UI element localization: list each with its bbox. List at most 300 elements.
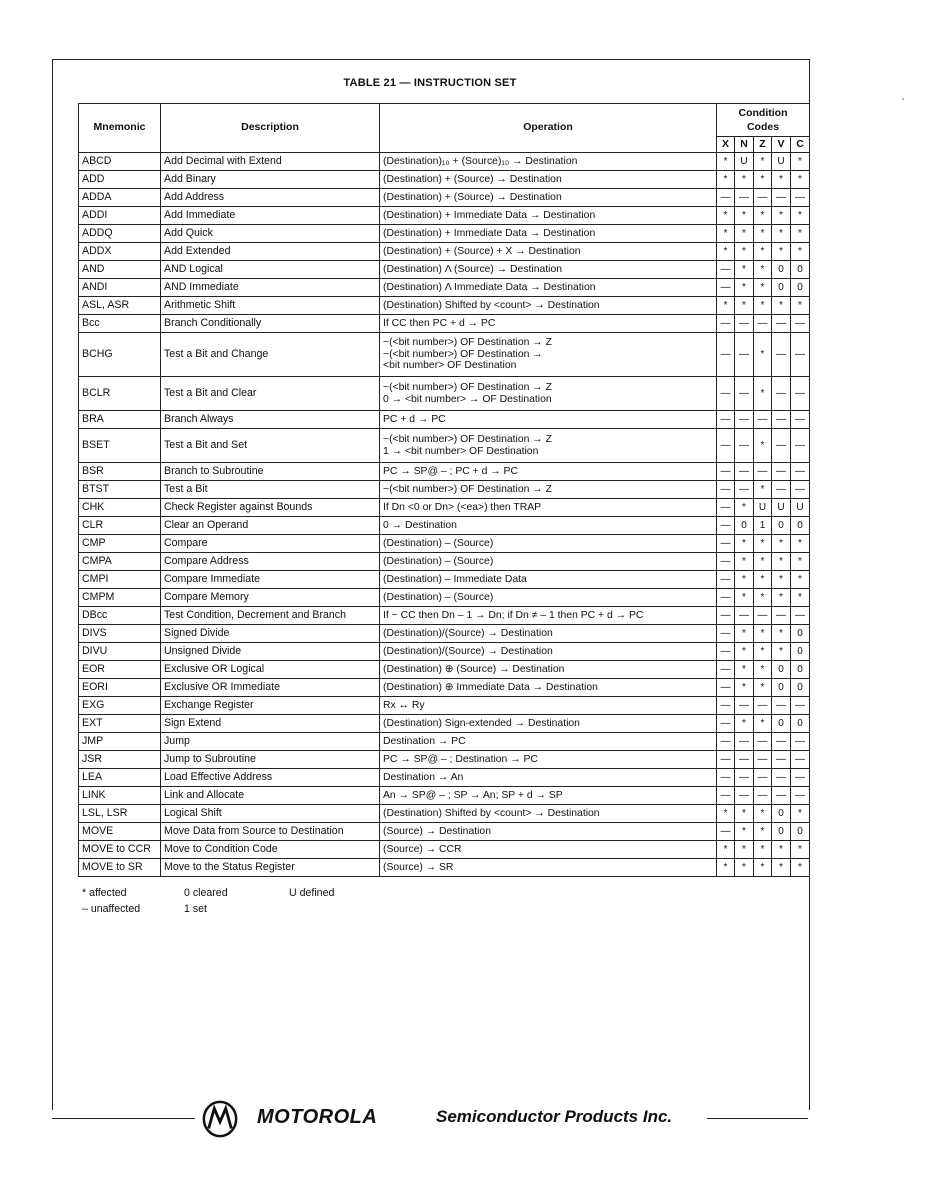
cell-flag-c: 0 [791,643,810,661]
cell-flag-x: — [717,589,735,607]
operation-line: (Destination) – Immediate Data [383,573,527,585]
instruction-set-table [78,103,810,877]
cell-flag-n: * [735,225,754,243]
cell-mnemonic: DIVU [79,643,161,661]
cell-flag-v: 0 [772,805,791,823]
table-row [79,661,810,679]
operation-line: PC + d → PC [383,413,446,425]
cell-flag-c: 0 [791,625,810,643]
legend-col-2 [184,885,228,917]
cell-flag-z: — [754,607,772,625]
operation-line: (Destination) + (Source) → Destination [383,191,562,203]
cell-flag-n: * [735,261,754,279]
cell-flag-v: — [772,481,791,499]
header-flag-x: X [717,137,735,153]
cell-mnemonic: LSL, LSR [79,805,161,823]
cell-flag-n: * [735,553,754,571]
cell-flag-z: U [754,499,772,517]
cell-flag-x: — [717,333,735,377]
table-row [79,607,810,625]
operation-line: ~(<bit number>) OF Destination → Z [383,382,552,393]
cell-flag-c: 0 [791,679,810,697]
cell-flag-c: — [791,481,810,499]
cell-flag-x: — [717,661,735,679]
table-row [79,189,810,207]
cell-operation [380,607,717,625]
cell-description: Move Data from Source to Destination [161,823,380,841]
cell-flag-z: — [754,697,772,715]
cell-flag-c: — [791,787,810,805]
table-row [79,411,810,429]
cell-operation [380,571,717,589]
cell-flag-v: * [772,841,791,859]
cell-flag-n: * [735,805,754,823]
operation-line: (Destination)/(Source) → Destination [383,645,553,657]
legend-unaffected: – unaffected [82,903,141,915]
cell-flag-v: U [772,153,791,171]
cell-description: Clear an Operand [161,517,380,535]
cell-flag-x: — [717,377,735,411]
cell-flag-z: * [754,553,772,571]
cell-flag-n: — [735,189,754,207]
operation-line: (Source) → SR [383,861,454,873]
cell-flag-c: 0 [791,823,810,841]
cell-flag-x: — [717,315,735,333]
operation-line: (Destination) ⊕ Immediate Data → Destination [383,681,598,693]
cell-flag-n: * [735,571,754,589]
cell-flag-v: * [772,207,791,225]
cell-flag-c: — [791,697,810,715]
cell-flag-v: — [772,429,791,463]
cell-flag-n: * [735,643,754,661]
cell-mnemonic: CMPI [79,571,161,589]
cell-flag-x: — [717,643,735,661]
operation-line: (Destination)₁₀ + (Source)₁₀ → Destination [383,155,578,167]
cell-flag-z: * [754,823,772,841]
cell-description: Move to Condition Code [161,841,380,859]
cell-flag-v: * [772,589,791,607]
cell-description: Add Quick [161,225,380,243]
cell-flag-v: — [772,787,791,805]
header-condition-codes: Condition Codes [717,104,810,137]
legend-col-3 [289,885,334,901]
cell-operation [380,643,717,661]
cell-description: Exclusive OR Logical [161,661,380,679]
cell-flag-n: * [735,243,754,261]
cell-flag-z: * [754,643,772,661]
cell-operation [380,841,717,859]
cell-flag-z: * [754,297,772,315]
cell-operation [380,279,717,297]
operation-line: (Destination) + Immediate Data → Destination [383,209,596,221]
operation-line: ~(<bit number>) OF Destination → Z [383,434,552,445]
motorola-batwing-logo-icon [201,1100,239,1138]
table-row [79,377,810,411]
cell-operation [380,481,717,499]
operation-line: Destination → An [383,771,464,783]
cell-flag-c: — [791,377,810,411]
cell-flag-z: * [754,207,772,225]
table-row [79,171,810,189]
operation-line: <bit number> OF Destination [383,360,517,372]
operation-line: 0 → Destination [383,519,457,531]
cell-mnemonic: ADDI [79,207,161,225]
operation-line: 1 → <bit number> OF Destination [383,445,539,457]
cell-flag-c: — [791,315,810,333]
table-row [79,261,810,279]
table-row [79,279,810,297]
header-flag-v: V [772,137,791,153]
table-row [79,805,810,823]
cell-flag-v: — [772,607,791,625]
legend-col-1 [82,885,140,917]
cell-description: Test a Bit and Change [161,333,380,377]
cell-flag-n: * [735,715,754,733]
legend-undefined: U defined [289,887,335,899]
cell-flag-v: — [772,333,791,377]
table-row [79,481,810,499]
cell-flag-v: 0 [772,279,791,297]
cell-operation [380,377,717,411]
cell-flag-z: — [754,787,772,805]
operation-line: (Source) → Destination [383,825,491,837]
cell-flag-c: * [791,207,810,225]
cell-operation [380,297,717,315]
footer-rule-left [52,1118,195,1119]
legend-affected: * affected [82,887,127,899]
cell-description: Exchange Register [161,697,380,715]
cell-flag-z: * [754,571,772,589]
cell-flag-x: * [717,225,735,243]
cell-operation [380,517,717,535]
cell-flag-x: — [717,499,735,517]
table-row [79,733,810,751]
cell-flag-c: 0 [791,261,810,279]
cell-description: Unsigned Divide [161,643,380,661]
cell-flag-x: * [717,207,735,225]
cell-description: Add Address [161,189,380,207]
cell-mnemonic: EXG [79,697,161,715]
operation-line: If CC then PC + d → PC [383,317,496,329]
header-mnemonic: Mnemonic [79,104,161,153]
operation-line: ~(<bit number>) OF Destination → [383,348,543,360]
cell-flag-n: * [735,171,754,189]
cell-flag-z: * [754,859,772,877]
cell-flag-x: * [717,297,735,315]
operation-line: If Dn <0 or Dn> (<ea>) then TRAP [383,501,542,513]
header-flag-c: C [791,137,810,153]
cell-flag-v: 0 [772,661,791,679]
cell-mnemonic: ASL, ASR [79,297,161,315]
cell-flag-c: * [791,571,810,589]
cell-mnemonic: EORI [79,679,161,697]
cell-operation [380,333,717,377]
operation-line: (Destination) Shifted by <count> → Destination [383,807,600,819]
cell-flag-v: * [772,535,791,553]
table-row [79,715,810,733]
cell-flag-x: — [717,261,735,279]
cell-flag-z: * [754,679,772,697]
cell-flag-v: * [772,859,791,877]
operation-line: (Destination) Λ (Source) → Destination [383,263,563,275]
margin-speck [902,98,904,100]
cell-flag-z: * [754,805,772,823]
cell-description: Jump [161,733,380,751]
table-row [79,243,810,261]
cell-mnemonic: ANDI [79,279,161,297]
table-row [79,153,810,171]
table-row [79,679,810,697]
cell-description: Sign Extend [161,715,380,733]
cell-operation [380,769,717,787]
cell-flag-n: * [735,661,754,679]
cell-description: AND Logical [161,261,380,279]
cell-mnemonic: JMP [79,733,161,751]
cell-flag-z: 1 [754,517,772,535]
cell-mnemonic: MOVE [79,823,161,841]
cell-flag-n: — [735,607,754,625]
cell-description: Compare Address [161,553,380,571]
cell-operation [380,715,717,733]
cell-flag-z: — [754,751,772,769]
cell-mnemonic: EXT [79,715,161,733]
cell-description: Compare [161,535,380,553]
operation-line: (Destination) + (Source) → Destination [383,173,562,185]
cell-description: Add Decimal with Extend [161,153,380,171]
cell-mnemonic: LINK [79,787,161,805]
table-row [79,535,810,553]
cell-flag-n: 0 [735,517,754,535]
cell-flag-n: * [735,535,754,553]
cell-flag-n: — [735,463,754,481]
cell-flag-v: — [772,411,791,429]
cell-operation [380,733,717,751]
cell-description: Logical Shift [161,805,380,823]
cell-flag-c: * [791,535,810,553]
cell-mnemonic: AND [79,261,161,279]
table-row [79,823,810,841]
cell-flag-n: * [735,859,754,877]
cell-description: Move to the Status Register [161,859,380,877]
cell-description: Test a Bit and Set [161,429,380,463]
cell-flag-n: * [735,279,754,297]
table-row [79,769,810,787]
cell-mnemonic: ADDA [79,189,161,207]
cell-flag-z: * [754,225,772,243]
operation-line: (Destination)/(Source) → Destination [383,627,553,639]
cell-operation [380,499,717,517]
cell-flag-n: * [735,589,754,607]
cell-flag-v: — [772,463,791,481]
cell-flag-z: — [754,769,772,787]
cell-flag-c: — [791,429,810,463]
cell-flag-c: * [791,553,810,571]
cell-flag-n: * [735,499,754,517]
table-row [79,553,810,571]
cell-flag-c: — [791,733,810,751]
cell-flag-x: * [717,153,735,171]
cell-flag-z: — [754,189,772,207]
table-row [79,315,810,333]
cell-mnemonic: ADD [79,171,161,189]
operation-line: (Destination) Shifted by <count> → Destination [383,299,600,311]
cell-description: Exclusive OR Immediate [161,679,380,697]
cell-flag-c: * [791,841,810,859]
cell-description: Load Effective Address [161,769,380,787]
cell-flag-c: * [791,859,810,877]
cell-description: Add Immediate [161,207,380,225]
cell-flag-x: — [717,787,735,805]
operation-line: If ~ CC then Dn – 1 → Dn; if Dn ≠ – 1 then PC + d → PC [383,609,644,621]
cell-flag-n: — [735,769,754,787]
operation-line: PC → SP@ – ; PC + d → PC [383,465,518,477]
cell-flag-z: — [754,315,772,333]
cell-flag-v: * [772,553,791,571]
cell-flag-v: — [772,315,791,333]
cell-flag-x: — [717,625,735,643]
cell-flag-z: — [754,733,772,751]
cell-flag-n: — [735,787,754,805]
cell-mnemonic: BTST [79,481,161,499]
cell-flag-n: — [735,481,754,499]
cell-description: Signed Divide [161,625,380,643]
cell-operation [380,463,717,481]
cell-flag-x: — [717,411,735,429]
cell-flag-c: — [791,411,810,429]
cell-mnemonic: LEA [79,769,161,787]
footer-brand: MOTOROLA [257,1106,378,1128]
cell-mnemonic: CMPA [79,553,161,571]
table-row [79,225,810,243]
cell-operation [380,535,717,553]
cell-flag-n: U [735,153,754,171]
cell-flag-x: — [717,535,735,553]
cell-flag-x: — [717,571,735,589]
cell-flag-v: * [772,625,791,643]
cell-description: Link and Allocate [161,787,380,805]
cell-mnemonic: MOVE to CCR [79,841,161,859]
cell-mnemonic: ADDX [79,243,161,261]
cell-operation [380,625,717,643]
cell-flag-v: * [772,571,791,589]
cell-flag-x: * [717,841,735,859]
table-row [79,589,810,607]
table-row [79,787,810,805]
cell-flag-v: 0 [772,679,791,697]
cell-flag-z: * [754,535,772,553]
cell-mnemonic: ABCD [79,153,161,171]
header-flag-n: N [735,137,754,153]
operation-line: (Destination) – (Source) [383,591,494,603]
cell-mnemonic: EOR [79,661,161,679]
cell-operation [380,243,717,261]
cell-mnemonic: CLR [79,517,161,535]
cell-flag-v: 0 [772,261,791,279]
cell-flag-c: * [791,589,810,607]
cell-operation [380,315,717,333]
cell-description: Add Binary [161,171,380,189]
operation-line: PC → SP@ – ; Destination → PC [383,753,538,765]
cell-mnemonic: BSR [79,463,161,481]
cell-flag-c: — [791,463,810,481]
cell-flag-v: * [772,171,791,189]
cell-description: Branch Always [161,411,380,429]
cell-flag-n: — [735,751,754,769]
cell-operation [380,171,717,189]
cell-flag-n: — [735,333,754,377]
cell-flag-x: — [717,189,735,207]
cell-flag-v: * [772,243,791,261]
cell-flag-v: U [772,499,791,517]
cell-flag-c: 0 [791,661,810,679]
operation-line: 0 → <bit number> → OF Destination [383,393,552,405]
cell-flag-z: * [754,333,772,377]
legend-set: 1 set [184,903,207,915]
cell-flag-n: — [735,429,754,463]
operation-line: An → SP@ – ; SP → An; SP + d → SP [383,789,563,801]
cell-description: Compare Immediate [161,571,380,589]
cell-mnemonic: Bcc [79,315,161,333]
cell-description: Add Extended [161,243,380,261]
cell-flag-c: — [791,189,810,207]
cell-flag-c: U [791,499,810,517]
cell-flag-z: * [754,625,772,643]
cell-flag-c: 0 [791,715,810,733]
operation-line: (Destination) + (Source) + X → Destination [383,245,581,257]
cell-operation [380,805,717,823]
cell-flag-v: — [772,733,791,751]
cell-flag-z: * [754,841,772,859]
header-flag-z: Z [754,137,772,153]
cell-flag-n: — [735,411,754,429]
table-row [79,333,810,377]
cell-flag-z: * [754,377,772,411]
cell-description: Test a Bit [161,481,380,499]
cell-operation [380,225,717,243]
table-row [79,643,810,661]
cell-flag-c: * [791,225,810,243]
cell-mnemonic: MOVE to SR [79,859,161,877]
cell-operation [380,261,717,279]
operation-line: (Destination) Sign-extended → Destination [383,717,580,729]
cell-mnemonic: CHK [79,499,161,517]
operation-line: (Destination) – (Source) [383,537,494,549]
cell-flag-x: — [717,553,735,571]
cell-flag-z: * [754,171,772,189]
operation-line: ~(<bit number>) OF Destination → Z [383,337,552,349]
cell-description: Jump to Subroutine [161,751,380,769]
cell-operation [380,823,717,841]
table-row [79,499,810,517]
cell-flag-c: * [791,243,810,261]
cell-flag-c: * [791,805,810,823]
cell-operation [380,697,717,715]
cell-operation [380,553,717,571]
operation-line: Destination → PC [383,735,466,747]
cell-flag-c: 0 [791,279,810,297]
cell-description: Compare Memory [161,589,380,607]
cell-description: Test a Bit and Clear [161,377,380,411]
cell-operation [380,411,717,429]
footer [52,1098,808,1138]
cell-flag-x: — [717,679,735,697]
cell-flag-z: * [754,261,772,279]
cell-flag-v: — [772,697,791,715]
cell-operation [380,859,717,877]
cell-flag-z: * [754,429,772,463]
cell-flag-z: * [754,243,772,261]
cell-flag-n: — [735,377,754,411]
